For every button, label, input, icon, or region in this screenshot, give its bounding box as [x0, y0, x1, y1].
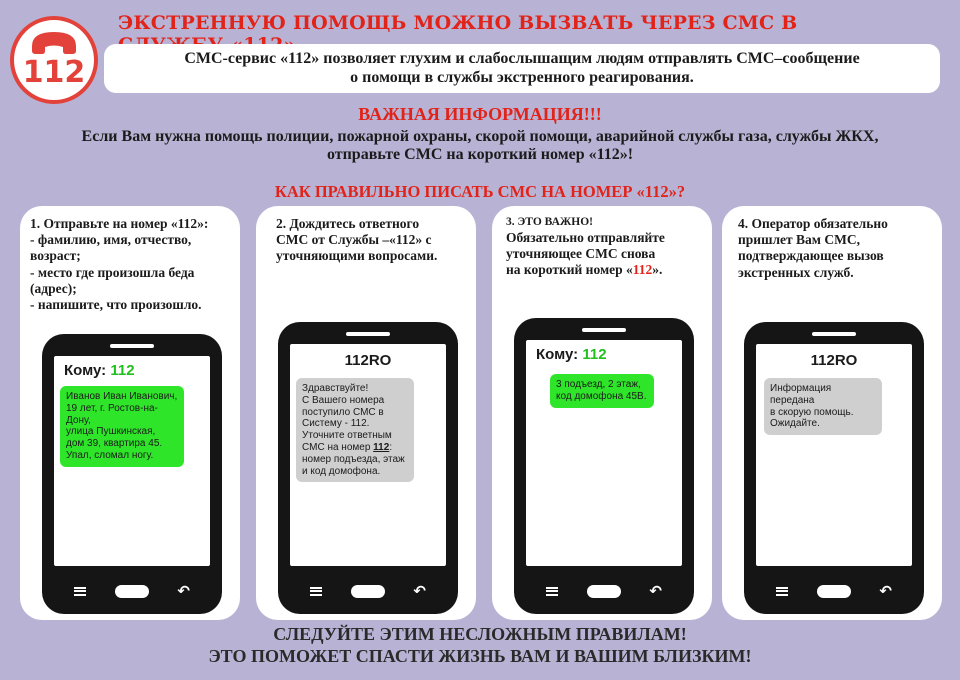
back-arrow-icon[interactable]: ↶ [879, 581, 892, 600]
recipient-number: 112 [582, 346, 607, 363]
phone-speaker [110, 344, 154, 348]
recipient-line [64, 362, 135, 379]
step-1-line: - фамилию, имя, отчество, [30, 232, 192, 248]
phone-speaker [582, 328, 626, 332]
step-1-line: возраст; [30, 248, 81, 264]
main-title: ЭКСТРЕННУЮ ПОМОЩЬ МОЖНО ВЫЗВАТЬ ЧЕРЕЗ СМС В [118, 12, 798, 34]
home-button-icon[interactable] [115, 585, 149, 598]
menu-icon[interactable] [310, 587, 322, 596]
sms-line: улица Пушкинская, [66, 426, 156, 438]
sms-line: и код домофона. [302, 465, 381, 477]
phone-navbar [290, 578, 446, 604]
sms-line: дом 39, квартира 45. [66, 438, 163, 450]
logo-112 [10, 16, 98, 104]
phone-navbar [54, 578, 210, 604]
logo-number: 112 [22, 55, 86, 90]
step-2-line: СМС от Службы –«112» с [276, 232, 432, 248]
footer-line-1: СЛЕДУЙТЕ ЭТИМ НЕСЛОЖНЫМ ПРАВИЛАМ! [273, 624, 687, 644]
step-1-text [30, 216, 236, 313]
sms-number-link: 112 [373, 441, 390, 453]
phone-screen [290, 344, 446, 566]
sms-line: Уточните ответным [302, 430, 392, 442]
step-3-line: уточняющее СМС снова [506, 245, 656, 261]
menu-icon[interactable] [74, 587, 86, 596]
phone-screen [54, 356, 210, 566]
important-line-2: отправьте СМС на короткий номер «112»! [326, 146, 634, 164]
intro-line-1: СМС-сервис «112» позволяет глухим и слабослышащим людям отправлять СМС–сообщение [184, 50, 860, 68]
sms-line: 3 подъезд, 2 этаж, [556, 379, 641, 390]
sender-name: 112RO [810, 352, 858, 369]
sms-line: в скорую помощь. [770, 406, 854, 418]
step-1-line: - место где произошла беда [30, 264, 195, 280]
step-4-line: экстренных служб. [738, 264, 854, 280]
footer-slogan [0, 624, 960, 668]
sms-line: Информация передана [770, 383, 832, 406]
step-4-line: 4. Оператор обязательно [738, 216, 888, 231]
step-1-line: 1. Отправьте на номер «112»: [30, 216, 209, 231]
back-arrow-icon[interactable]: ↶ [649, 581, 662, 600]
phone-mockup [514, 318, 694, 614]
phone-speaker [812, 332, 856, 336]
sms-line: Ожидайте. [770, 418, 820, 430]
recipient-number: 112 [110, 362, 135, 379]
step-3-text [506, 216, 712, 278]
step-card-3 [492, 206, 712, 620]
phone-mockup [42, 334, 222, 614]
outgoing-sms-bubble [550, 374, 654, 408]
intro-box [104, 44, 940, 93]
how-title: КАК ПРАВИЛЬНО ПИСАТЬ СМС НА НОМЕР «112»? [274, 182, 686, 201]
step-card-1 [20, 206, 240, 620]
home-button-icon[interactable] [817, 585, 851, 598]
step-2-line: 2. Дождитесь ответного [276, 216, 420, 231]
menu-icon[interactable] [546, 587, 558, 596]
sms-line: поступило СМС в [302, 406, 384, 418]
phone-mockup [744, 322, 924, 614]
phone-screen [526, 340, 682, 566]
home-button-icon[interactable] [587, 585, 621, 598]
sms-line: номер подъезда, этаж [302, 453, 405, 465]
sms-line: Систему - 112. [302, 418, 370, 430]
recipient-line [536, 346, 607, 363]
sms-line: 19 лет, г. Ростов-на-Дону, [66, 402, 158, 426]
back-arrow-icon[interactable]: ↶ [177, 581, 190, 600]
incoming-sms-bubble [764, 378, 882, 435]
sms-line: Упал, сломал ногу. [66, 449, 154, 461]
step-3-number: 112 [632, 262, 653, 278]
step-card-2 [256, 206, 476, 620]
home-button-icon[interactable] [351, 585, 385, 598]
step-2-line: уточняющими вопросами. [276, 248, 438, 264]
sms-line: С Вашего номера [302, 394, 385, 406]
recipient-label: Кому: [536, 346, 579, 363]
phone-speaker [346, 332, 390, 336]
important-text [10, 128, 950, 164]
step-3-line: на короткий номер « [506, 262, 633, 278]
phone-screen [756, 344, 912, 566]
sms-line: код домофона 45В. [556, 390, 647, 402]
important-title: ВАЖНАЯ ИНФОРМАЦИЯ!!! [358, 104, 602, 124]
recipient-label: Кому: [64, 362, 107, 379]
step-card-4 [722, 206, 942, 620]
step-4-line: пришлет Вам СМС, [738, 232, 860, 248]
step-2-text [276, 216, 482, 265]
sender-name: 112RO [344, 352, 392, 369]
back-arrow-icon[interactable]: ↶ [413, 581, 426, 600]
step-4-line: подтверждающее вызов [738, 248, 884, 264]
phone-navbar [756, 578, 912, 604]
footer-line-2: ЭТО ПОМОЖЕТ СПАСТИ ЖИЗНЬ ВАМ И ВАШИМ БЛИЗКИМ! [208, 645, 752, 666]
step-3-line: Обязательно отправляйте [506, 229, 665, 245]
sms-line: СМС на номер [302, 441, 371, 453]
step-3-note: 3. ЭТО ВАЖНО! [506, 216, 593, 228]
sms-line: Иванов Иван Иванович, [66, 391, 178, 402]
intro-text [184, 50, 859, 87]
sms-line: Здравствуйте! [302, 383, 369, 394]
sms-colon: : [389, 441, 393, 453]
step-1-line: (адрес); [30, 280, 77, 296]
phone-navbar [526, 578, 682, 604]
important-line-1: Если Вам нужна помощь полиции, пожарной охраны, скорой помощи, аварийной службы газа, службы ЖКХ, [81, 128, 879, 145]
step-3-line-end: ». [652, 262, 663, 278]
outgoing-sms-bubble [60, 386, 184, 467]
step-4-text [738, 216, 944, 281]
phone-mockup [278, 322, 458, 614]
step-1-line: - напишите, что произошло. [30, 296, 202, 312]
menu-icon[interactable] [776, 587, 788, 596]
intro-line-2: о помощи в службы экстренного реагирования. [350, 68, 694, 86]
incoming-sms-bubble [296, 378, 414, 482]
